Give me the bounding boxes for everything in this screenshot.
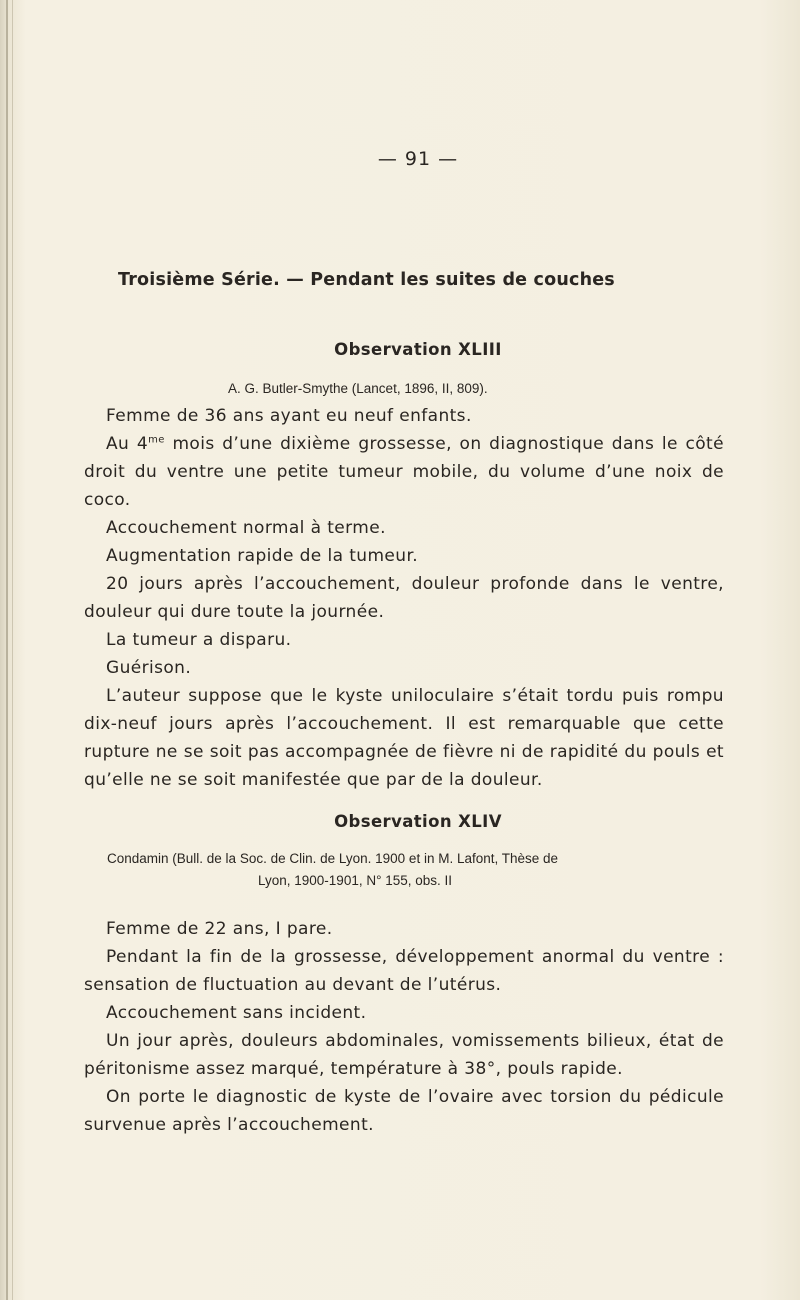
obs43-paragraph-2 bbox=[84, 430, 724, 514]
obs43-paragraph-2-prefix: Au 4 bbox=[106, 434, 149, 454]
observation-43-body bbox=[84, 402, 724, 794]
obs43-paragraph-1: Femme de 36 ans ayant eu neuf enfants. bbox=[106, 406, 472, 426]
binding-edge bbox=[6, 0, 8, 1300]
obs44-paragraph-1: Femme de 22 ans, I pare. bbox=[106, 919, 333, 939]
obs43-paragraph-5: 20 jours après l’accouchement, douleur profonde dans le ventre, douleur qui dure toute la journée. bbox=[84, 574, 724, 622]
obs43-paragraph-2-text: mois d’une dixième grossesse, on diagnostique dans le côté droit du ventre une petite tumeur mobile, du volume d’une noix de coco. bbox=[84, 434, 724, 510]
obs44-paragraph-4: Un jour après, douleurs abdominales, vomissements bilieux, état de péritonisme assez marqué, température à 38°, pouls rapide. bbox=[84, 1031, 724, 1079]
obs43-paragraph-3: Accouchement normal à terme. bbox=[106, 518, 386, 538]
obs43-paragraph-4: Augmentation rapide de la tumeur. bbox=[106, 546, 419, 566]
observation-43-title: Observation XLIII bbox=[334, 340, 502, 359]
page-number: — 91 — bbox=[377, 148, 459, 170]
observation-43-reference: A. G. Butler-Smythe (Lancet, 1896, II, 809). bbox=[228, 381, 488, 396]
observation-44-reference-line-2: Lyon, 1900-1901, N° 155, obs. II bbox=[258, 873, 453, 888]
obs43-paragraph-2-sup: me bbox=[148, 434, 165, 446]
obs44-paragraph-3: Accouchement sans incident. bbox=[106, 1003, 367, 1023]
binding-edge-inner bbox=[12, 0, 13, 1300]
obs43-paragraph-8: L’auteur suppose que le kyste uniloculaire s’était tordu puis rompu dix-neuf jours après l’accouchement. Il est remarquable que cette rupture ne se soit pas accompagnée de fièvre ni de rapidité du pouls et qu’elle ne se soit manifestée que par de la douleur. bbox=[84, 686, 724, 790]
observation-44-reference-line-1: Condamin (Bull. de la Soc. de Clin. de Lyon. 1900 et in M. Lafont, Thèse de bbox=[107, 851, 559, 866]
obs43-paragraph-7: Guérison. bbox=[106, 658, 192, 678]
obs44-paragraph-5: On porte le diagnostic de kyste de l’ovaire avec torsion du pédicule survenue après l’accouchement. bbox=[84, 1087, 724, 1135]
obs43-paragraph-6: La tumeur a disparu. bbox=[106, 630, 292, 650]
observation-44-body bbox=[84, 915, 724, 1139]
observation-44-title: Observation XLIV bbox=[334, 812, 502, 831]
series-heading: Troisième Série. — Pendant les suites de couches bbox=[118, 270, 615, 290]
obs44-paragraph-2: Pendant la fin de la grossesse, développement anormal du ventre : sensation de fluctuation au devant de l’utérus. bbox=[84, 947, 724, 995]
